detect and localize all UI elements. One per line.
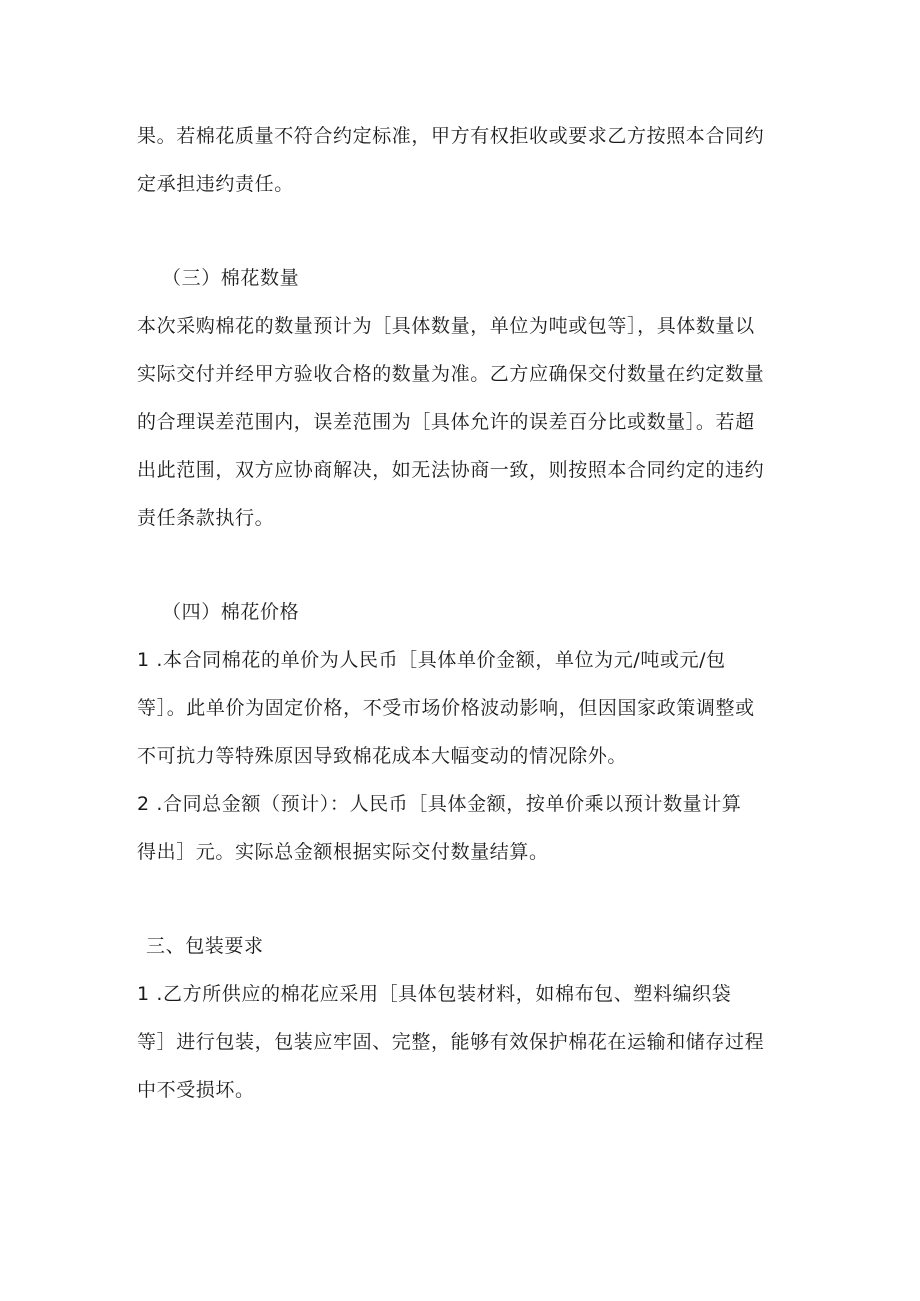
list-item-line: 等］进行包装，包装应牢固、完整，能够有效保护棉花在运输和储存过程 <box>137 1031 765 1053</box>
paragraph-line: 果。若棉花质量不符合约定标准，甲方有权拒收或要求乙方按照本合同约 <box>137 125 765 147</box>
list-item-line: 1 .本合同棉花的单价为人民币［具体单价金额，单位为元/吨或元/包 <box>137 649 726 671</box>
list-item-line: 得出］元。实际总金额根据实际交付数量结算。 <box>137 841 549 863</box>
list-item-line: 中不受损坏。 <box>137 1079 255 1101</box>
paragraph-line: 的合理误差范围内，误差范围为［具体允许的误差百分比或数量］。若超 <box>137 411 755 433</box>
paragraph-line: 实际交付并经甲方验收合格的数量为准。乙方应确保交付数量在约定数量 <box>137 363 765 385</box>
paragraph-line: 定承担违约责任。 <box>137 173 294 195</box>
list-item-line: 2 .合同总金额（预计）：人民币［具体金额，按单价乘以预计数量计算 <box>137 793 742 815</box>
paragraph-line: 出此范围，双方应协商解决，如无法协商一致，则按照本合同约定的违约 <box>137 459 765 481</box>
paragraph-line: 责任条款执行。 <box>137 507 275 529</box>
paragraph-line: 本次采购棉花的数量预计为［具体数量，单位为吨或包等］，具体数量以 <box>137 315 755 337</box>
section-heading-quantity: （三）棉花数量 <box>162 267 300 289</box>
section-heading-packaging: 三、包装要求 <box>146 935 264 957</box>
list-item-line: 不可抗力等特殊原因导致棉花成本大幅变动的情况除外。 <box>137 745 628 767</box>
list-item-line: 等］。此单价为固定价格，不受市场价格波动影响，但因国家政策调整或 <box>137 697 755 719</box>
section-heading-price: （四）棉花价格 <box>162 601 300 623</box>
list-item-line: 1 .乙方所供应的棉花应采用［具体包装材料，如棉布包、塑料编织袋 <box>137 983 732 1005</box>
